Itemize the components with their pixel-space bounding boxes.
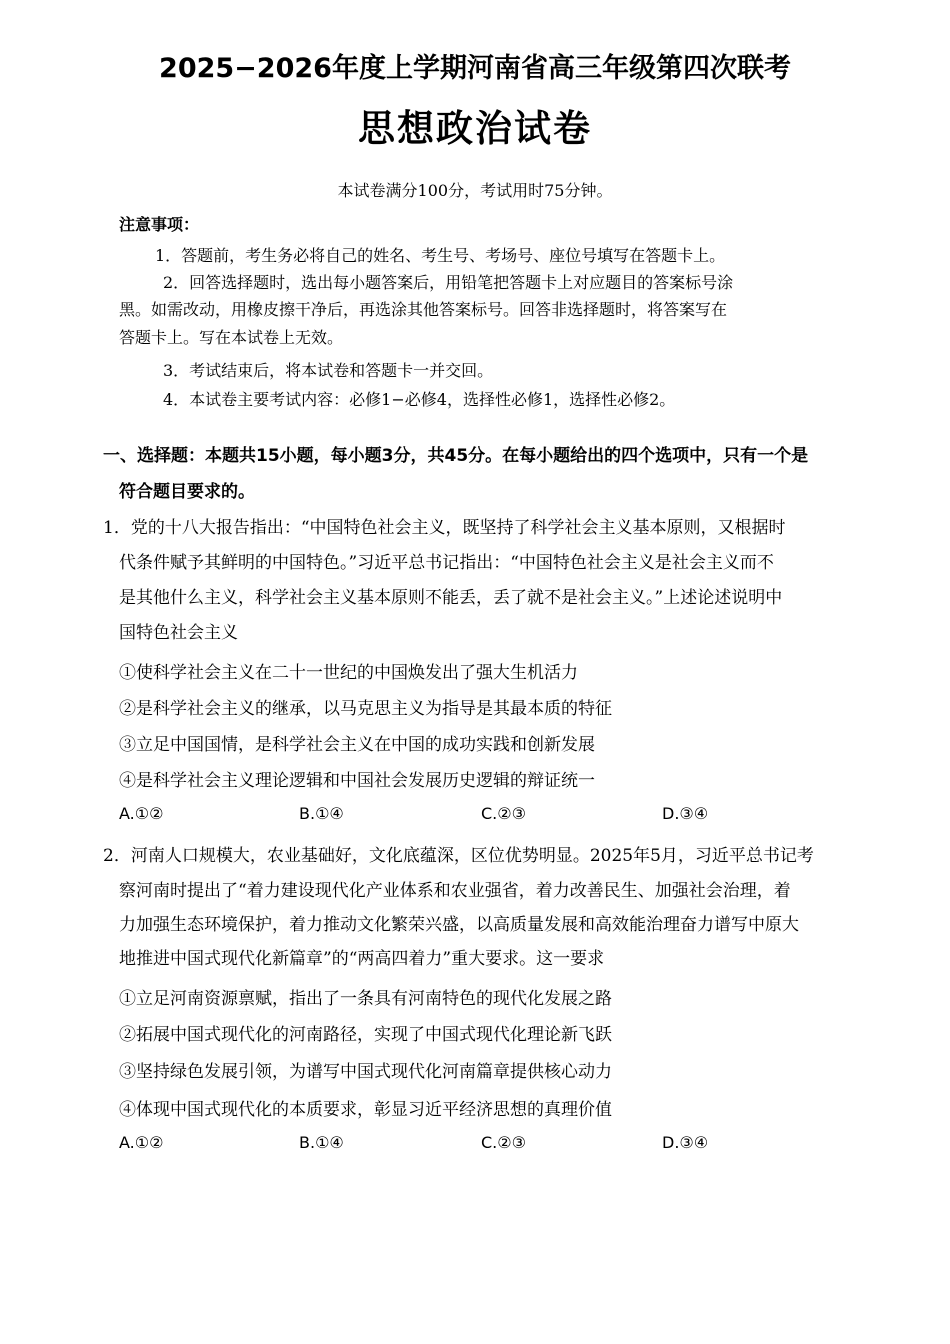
question-2-line: 2．河南人口规模大，农业基础好，文化底蕴深，区位优势明显。2025年5月，习近平总书记考 [103, 846, 814, 866]
question-1-line: 国特色社会主义 [119, 623, 238, 643]
exam-subject-title: 思想政治试卷 [358, 107, 592, 150]
question-1-statement-2: ②是科学社会主义的继承，以马克思主义为指导是其最本质的特征 [119, 699, 612, 719]
question-1-line: 1．党的十八大报告指出：“中国特色社会主义，既坚持了科学社会主义基本原则，又根据时 [103, 518, 786, 538]
notice-item-2-cont2: 答题卡上。写在本试卷上无效。 [119, 328, 344, 347]
question-2-line: 地推进中国式现代化新篇章”的“两高四着力”重大要求。这一要求 [119, 949, 605, 969]
notice-item-3: 3．考试结束后，将本试卷和答题卡一并交回。 [163, 361, 494, 380]
question-1-choice-c[interactable]: C.②③ [481, 804, 526, 823]
question-1-choice-b[interactable]: B.①④ [299, 804, 344, 823]
question-1-statement-3: ③立足中国国情，是科学社会主义在中国的成功实践和创新发展 [119, 735, 595, 755]
question-1-choice-d[interactable]: D.③④ [662, 804, 709, 823]
question-2-choice-b[interactable]: B.①④ [299, 1133, 344, 1152]
question-1-choice-a[interactable]: A.①② [119, 804, 164, 823]
notice-item-2-cont: 黑。如需改动，用橡皮擦干净后，再选涂其他答案标号。回答非选择题时，将答案写在 [119, 300, 728, 319]
section-heading: 一、选择题：本题共15小题，每小题3分，共45分。在每小题给出的四个选项中，只有一个是 [103, 446, 809, 466]
question-1-statement-1: ①使科学社会主义在二十一世纪的中国焕发出了强大生机活力 [119, 663, 578, 683]
question-2-choice-d[interactable]: D.③④ [662, 1133, 709, 1152]
notice-item-2: 2．回答选择题时，选出每小题答案后，用铅笔把答题卡上对应题目的答案标号涂 [163, 273, 734, 292]
question-2-choice-c[interactable]: C.②③ [481, 1133, 526, 1152]
section-heading-cont: 符合题目要求的。 [119, 482, 255, 502]
question-1-line: 是其他什么主义，科学社会主义基本原则不能丢，丢了就不是社会主义。”上述论述说明中 [119, 588, 783, 608]
exam-title: 2025−2026年度上学期河南省高三年级第四次联考 [159, 53, 791, 84]
question-1-line: 代条件赋予其鲜明的中国特色。”习近平总书记指出：“中国特色社会主义是社会主义而不 [119, 553, 774, 573]
question-1-statement-4: ④是科学社会主义理论逻辑和中国社会发展历史逻辑的辩证统一 [119, 771, 595, 791]
notice-item-4: 4．本试卷主要考试内容：必修1−必修4，选择性必修1，选择性必修2。 [163, 390, 676, 409]
question-2-statement-1: ①立足河南资源禀赋，指出了一条具有河南特色的现代化发展之路 [119, 989, 612, 1009]
question-2-line: 察河南时提出了“着力建设现代化产业体系和农业强省，着力改善民生、加强社会治理，着 [119, 881, 791, 901]
notice-item-1: 1．答题前，考生务必将自己的姓名、考生号、考场号、座位号填写在答题卡上。 [155, 246, 726, 265]
question-2-choice-a[interactable]: A.①② [119, 1133, 164, 1152]
exam-info: 本试卷满分100分，考试用时75分钟。 [337, 181, 613, 200]
question-2-line: 力加强生态环境保护，着力推动文化繁荣兴盛，以高质量发展和高效能治理奋力谱写中原大 [119, 915, 799, 935]
notice-heading: 注意事项： [119, 215, 200, 234]
question-2-statement-2: ②拓展中国式现代化的河南路径，实现了中国式现代化理论新飞跃 [119, 1025, 612, 1045]
question-2-statement-3: ③坚持绿色发展引领，为谱写中国式现代化河南篇章提供核心动力 [119, 1062, 612, 1082]
question-2-statement-4: ④体现中国式现代化的本质要求，彰显习近平经济思想的真理价值 [119, 1100, 612, 1120]
